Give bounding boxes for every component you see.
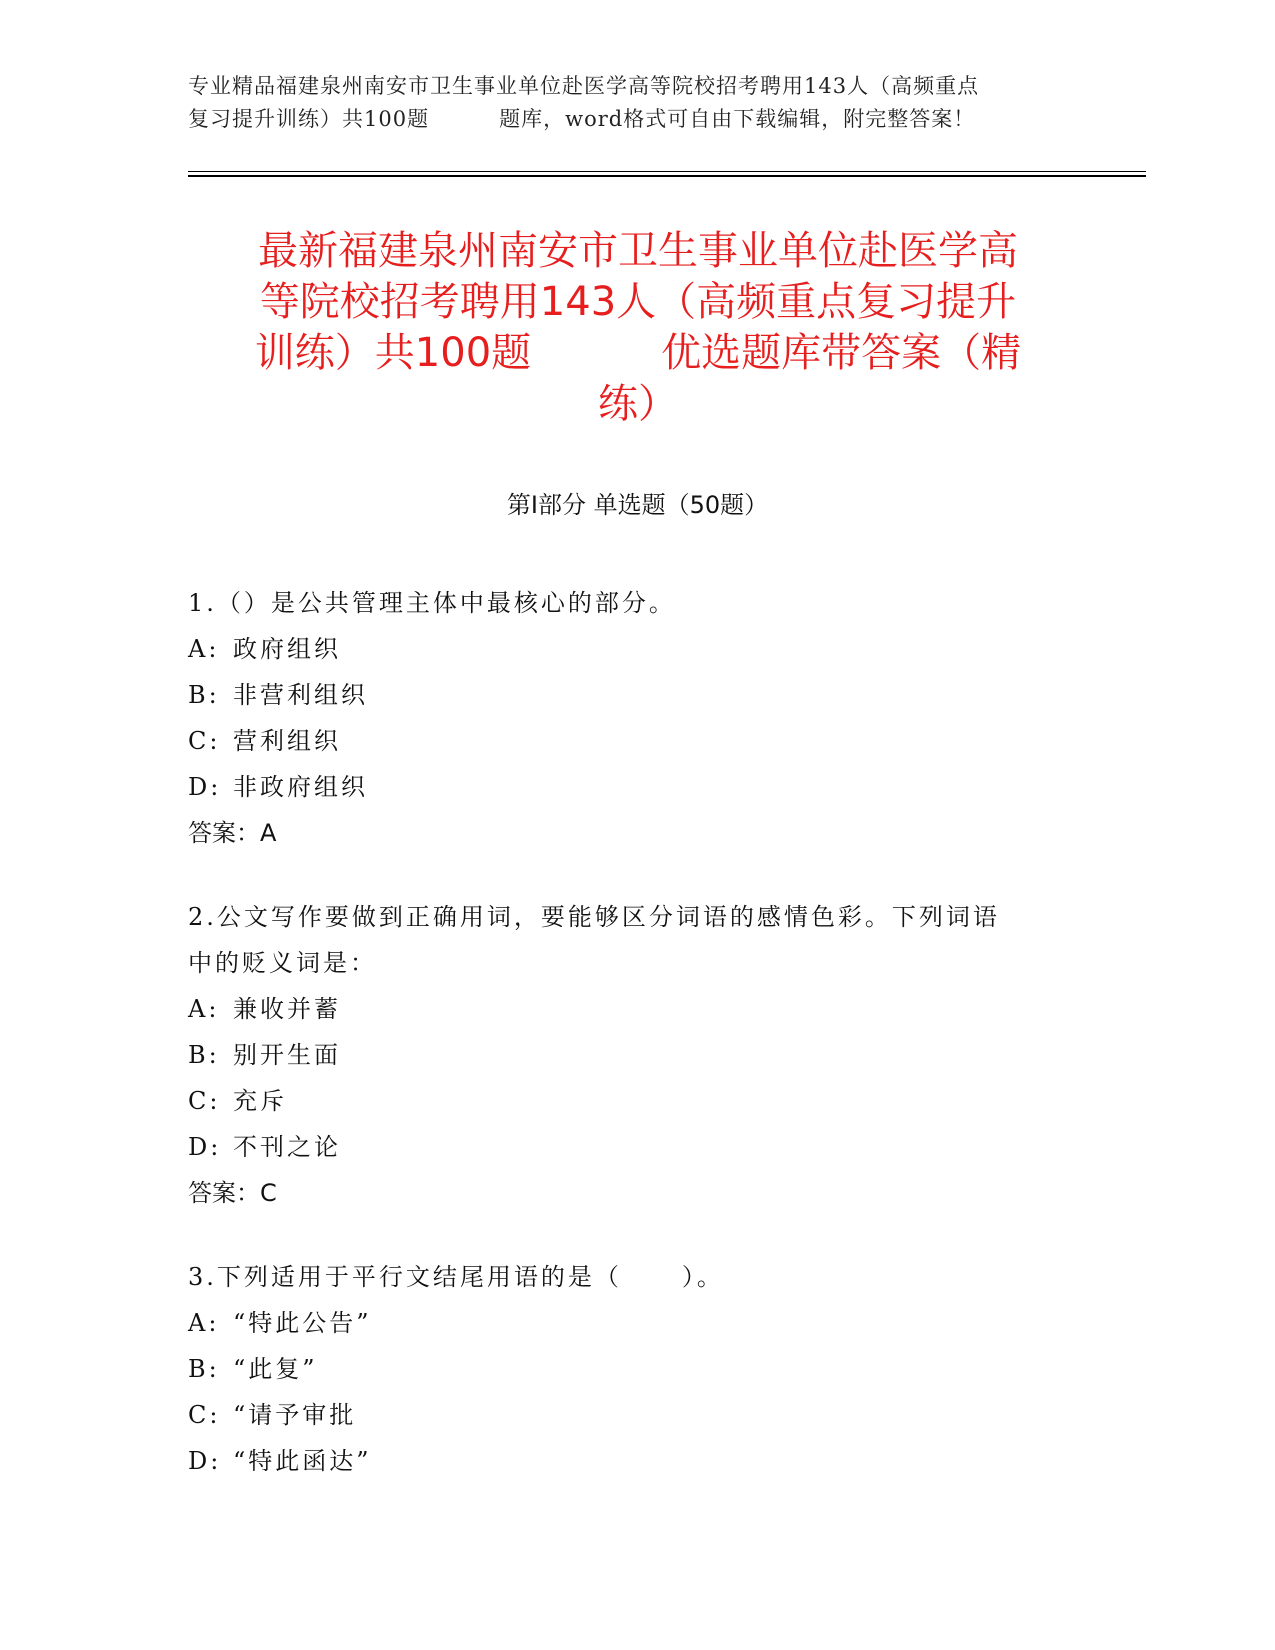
option-letter: A:: [188, 995, 220, 1023]
option-text: “请予审批: [233, 1401, 357, 1429]
option-text: 不刊之论: [233, 1133, 341, 1161]
option-letter: C:: [188, 727, 221, 755]
option-letter: C:: [188, 1401, 221, 1429]
header-line-2-left: 复习提升训练）共100题: [188, 107, 430, 131]
option-text: 政府组织: [233, 635, 341, 663]
option-a: [188, 986, 1068, 1032]
option-a: [188, 626, 1068, 672]
document-title: [198, 226, 1078, 430]
option-text: 非政府组织: [233, 773, 368, 801]
option-d: [188, 1438, 1068, 1484]
option-text: 营利组织: [233, 727, 341, 755]
option-c: [188, 1078, 1068, 1124]
page-header: [188, 70, 1088, 136]
option-b: [188, 672, 1068, 718]
option-text: 非营利组织: [233, 681, 368, 709]
option-letter: D:: [188, 1133, 222, 1161]
title-line-1: 最新福建泉州南安市卫生事业单位赴医学高: [258, 228, 1018, 274]
option-c: [188, 1392, 1068, 1438]
option-letter: B:: [188, 1041, 220, 1069]
title-line-3: [198, 328, 1078, 379]
title-line-3-left: 训练）共100题: [254, 330, 532, 376]
title-line-4: 练）: [598, 381, 678, 427]
option-letter: B:: [188, 681, 220, 709]
option-text: 兼收并蓄: [233, 995, 341, 1023]
option-letter: D:: [188, 773, 222, 801]
option-letter: C:: [188, 1087, 221, 1115]
question-text-line-1: 2.公文写作要做到正确用词，要能够区分词语的感情色彩。下列词语: [188, 903, 1000, 931]
option-letter: B:: [188, 1355, 220, 1383]
header-line-2: [188, 103, 1088, 136]
option-letter: A:: [188, 1309, 220, 1337]
option-d: [188, 1124, 1068, 1170]
option-b: [188, 1032, 1068, 1078]
question-text-right: ）。: [681, 1263, 724, 1291]
answer: 答案：C: [188, 1179, 277, 1207]
title-line-3-right: 优选题库带答案（精: [661, 330, 1022, 376]
header-rule-thin: [188, 171, 1146, 172]
option-letter: A:: [188, 635, 220, 663]
question-text: [188, 1254, 1068, 1300]
question-list: [188, 580, 1068, 1522]
option-b: [188, 1346, 1068, 1392]
question-1: [188, 580, 1068, 856]
section-title: 第Ⅰ部分 单选题（50题）: [506, 491, 769, 519]
option-text: “此复”: [233, 1355, 318, 1383]
option-d: [188, 764, 1068, 810]
question-text-line-2: 中的贬义词是：: [188, 949, 377, 977]
option-letter: D:: [188, 1447, 222, 1475]
question-3: [188, 1254, 1068, 1484]
question-2: [188, 894, 1068, 1216]
answer: 答案：A: [188, 819, 277, 847]
option-text: 充斥: [233, 1087, 287, 1115]
option-text: 别开生面: [233, 1041, 341, 1069]
header-rule-thick: [188, 175, 1146, 177]
header-line-2-right: 题库，word格式可自由下载编辑，附完整答案！: [499, 107, 976, 131]
header-line-1: 专业精品福建泉州南安市卫生事业单位赴医学高等院校招考聘用143人（高频重点: [188, 74, 980, 98]
option-c: [188, 718, 1068, 764]
option-text: “特此公告”: [233, 1309, 372, 1337]
title-line-2: 等院校招考聘用143人（高频重点复习提升: [259, 279, 1017, 325]
option-text: “特此函达”: [233, 1447, 372, 1475]
option-a: [188, 1300, 1068, 1346]
question-text: 1.（）是公共管理主体中最核心的部分。: [188, 589, 676, 617]
question-text-left: 3.下列适用于平行文结尾用语的是（: [188, 1263, 622, 1291]
